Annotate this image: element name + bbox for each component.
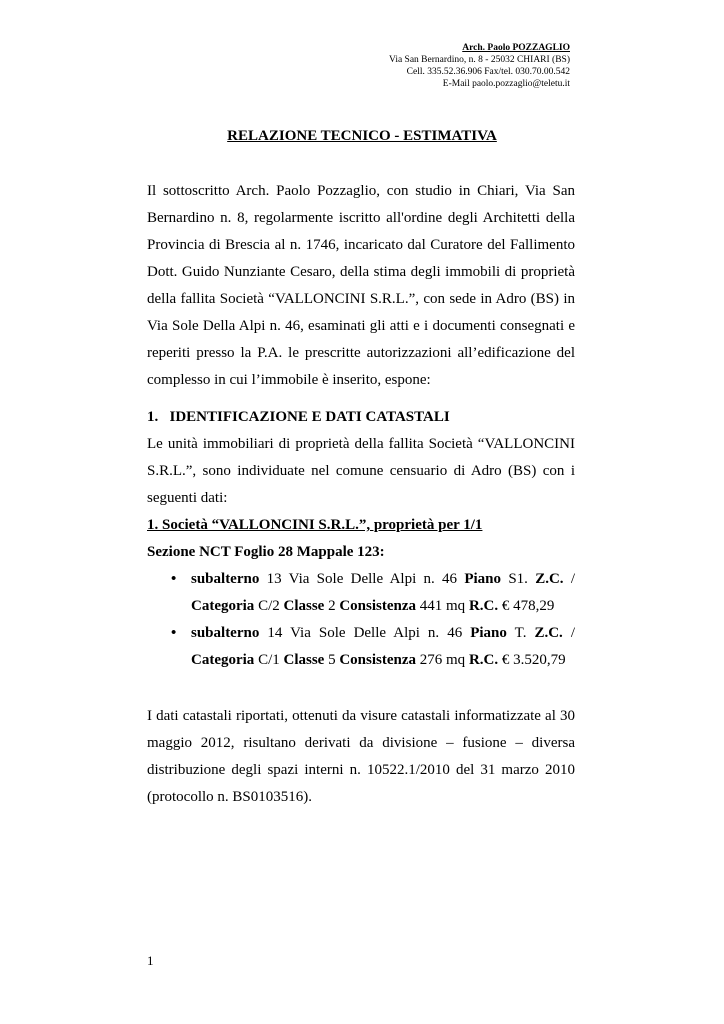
cadastral-list — [147, 566, 575, 674]
zc-label: Z.C. — [535, 571, 564, 587]
categoria-label: Categoria — [191, 652, 255, 668]
cadastral-item — [191, 566, 575, 620]
piano-value: T. — [506, 625, 535, 641]
sezione-heading: Sezione NCT Foglio 28 Mappale 123: — [147, 544, 385, 560]
letterhead-name: Arch. Paolo POZZAGLIO — [462, 43, 570, 53]
letterhead-phone: Cell. 335.52.36.906 Fax/tel. 030.70.00.542 — [406, 67, 570, 77]
zc-value: / — [563, 571, 575, 587]
categoria-label: Categoria — [191, 598, 255, 614]
rc-label: R.C. — [468, 652, 499, 668]
classe-value: 5 — [324, 652, 340, 668]
letterhead-email: E-Mail paolo.pozzaglio@teletu.it — [442, 79, 570, 89]
page-number: 1 — [147, 953, 154, 968]
consistenza-value: 276 mq — [416, 652, 469, 668]
letterhead — [389, 42, 570, 90]
piano-label: Piano — [464, 571, 502, 587]
owner-heading: 1. Società “VALLONCINI S.R.L.”, proprietà per 1/1 — [147, 517, 483, 533]
rc-value: € 3.520,79 — [498, 652, 566, 668]
section-heading: 1. IDENTIFICAZIONE E DATI CATASTALI — [147, 409, 450, 425]
categoria-value: C/2 — [254, 598, 284, 614]
classe-label: Classe — [283, 652, 325, 668]
piano-label: Piano — [470, 625, 507, 641]
consistenza-value: 441 mq — [416, 598, 469, 614]
section-identificazione — [147, 404, 575, 674]
consistenza-label: Consistenza — [339, 598, 417, 614]
subalterno-value: 13 Via Sole Delle Alpi n. 46 — [259, 571, 465, 587]
subalterno-label: subalterno — [191, 571, 260, 587]
intro-paragraph: Il sottoscritto Arch. Paolo Pozzaglio, con studio in Chiari, Via San Bernardino n. 8, regolarmente iscritto all'ordine degli Architetti della Provincia di Brescia al n. 1746, incaricato dal Curatore del Fallimento Dott. Guido Nunziante Cesaro, della stima degli immobili di proprietà della fallita Società “VALLONCINI S.R.L.”, con sede in Adro (BS) in Via Sole Della Alpi n. 46, esaminati gli atti e i documenti consegnati e reperiti presso la P.A. le prescritte autorizzazioni all’edificazione del complesso in cui l’immobile è inserito, espone: — [147, 183, 575, 388]
document-title: RELAZIONE TECNICO - ESTIMATIVA — [227, 128, 497, 144]
categoria-value: C/1 — [254, 652, 284, 668]
rc-value: € 478,29 — [498, 598, 555, 614]
classe-label: Classe — [283, 598, 325, 614]
subalterno-label: subalterno — [191, 625, 260, 641]
zc-label: Z.C. — [534, 625, 563, 641]
consistenza-label: Consistenza — [339, 652, 417, 668]
zc-value: / — [562, 625, 575, 641]
final-paragraph: I dati catastali riportati, ottenuti da visure catastali informatizzate al 30 maggio 2012, risultano derivati da divisione – fusione – diversa distribuzione degli spazi interni n. 10522.1/2010 del 31 marzo 2010 (protocollo n. BS0103516). — [147, 708, 575, 805]
classe-value: 2 — [324, 598, 340, 614]
subalterno-value: 14 Via Sole Delle Alpi n. 46 — [259, 625, 471, 641]
rc-label: R.C. — [468, 598, 499, 614]
piano-value: S1. — [501, 571, 536, 587]
cadastral-item — [191, 620, 575, 674]
section-text: Le unità immobiliari di proprietà della fallita Società “VALLONCINI S.R.L.”, sono individuate nel comune censuario di Adro (BS) con i seguenti dati: — [147, 436, 575, 506]
letterhead-address: Via San Bernardino, n. 8 - 25032 CHIARI (BS) — [389, 55, 570, 65]
